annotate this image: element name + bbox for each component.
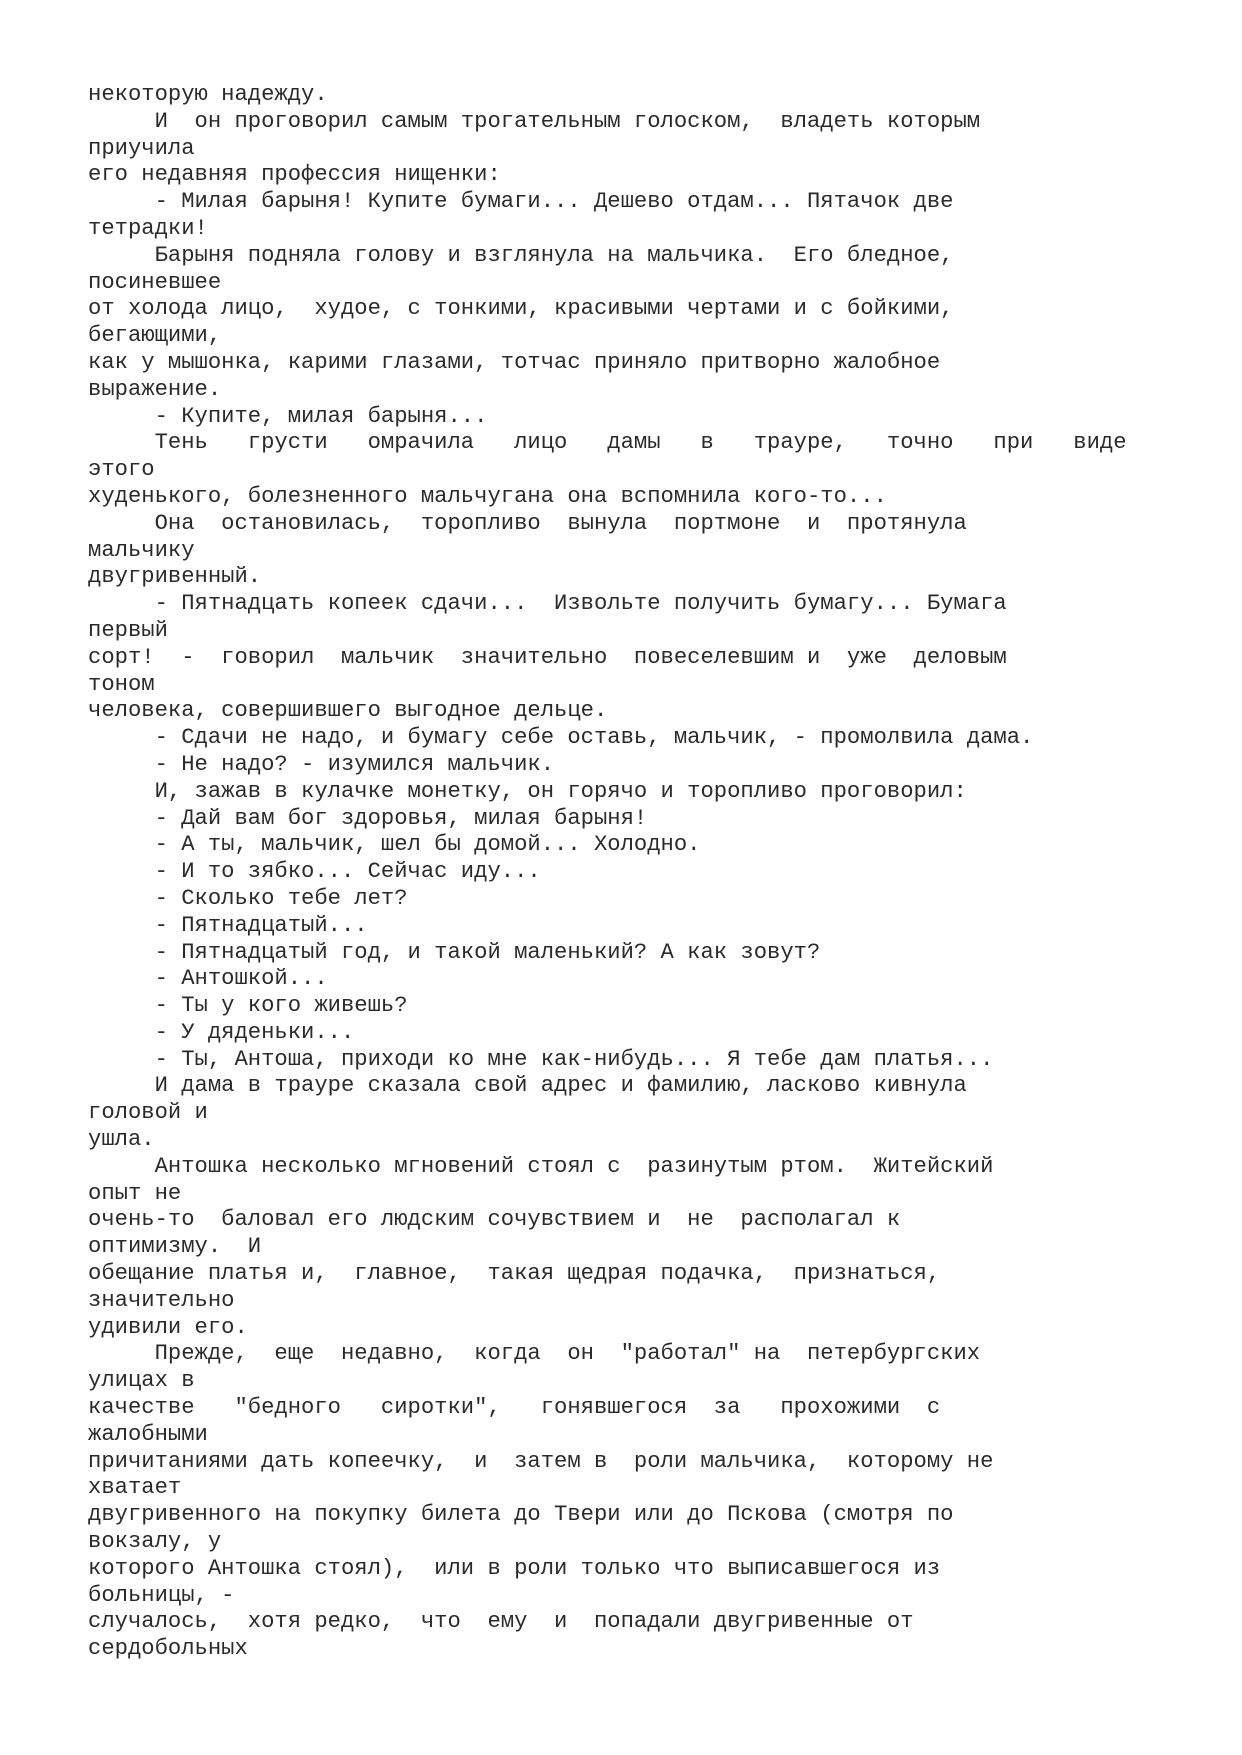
text-line: - Дай вам бог здоровья, милая барыня!	[88, 805, 648, 831]
text-line: мальчику	[88, 537, 195, 563]
text-line: И, зажав в кулачке монетку, он горячо и торопливо проговорил:	[88, 778, 967, 804]
text-line: некоторую надежду.	[88, 82, 328, 107]
text-line: двугривенного на покупку билета до Твери или до Пскова (смотря по	[88, 1502, 954, 1528]
text-line: - А ты, мальчик, шел бы домой... Холодно.	[88, 832, 701, 858]
text-line: Тень грусти омрачила лицо дамы в трауре, точно при виде	[88, 430, 1127, 456]
text-line: - Купите, милая барыня...	[88, 403, 488, 429]
text-line: - Милая барыня! Купите бумаги... Дешево отдам... Пятачок две	[88, 189, 954, 215]
text-line: которого Антошка стоял), или в роли только что выписавшегося из	[88, 1555, 941, 1581]
text-line: - Сколько тебе лет?	[88, 885, 408, 911]
text-line: оптимизму. И	[88, 1234, 262, 1260]
text-line: человека, совершившего выгодное дельце.	[88, 698, 608, 724]
text-line: тоном	[88, 671, 155, 697]
text-line: хватает	[88, 1475, 182, 1501]
text-line: - Сдачи не надо, и бумагу себе оставь, мальчик, - промолвила дама.	[88, 725, 1034, 751]
text-line: его недавняя профессия нищенки:	[88, 162, 501, 188]
text-line: посиневшее	[88, 269, 222, 295]
text-line: И дама в трауре сказала свой адрес и фамилию, ласково кивнула	[88, 1073, 967, 1099]
text-line: удивили его.	[88, 1314, 248, 1340]
text-line: - Не надо? - изумился мальчик.	[88, 751, 555, 777]
text-line: худенького, болезненного мальчугана она вспомнила кого-то...	[88, 483, 887, 509]
text-line: значительно	[88, 1287, 235, 1313]
text-line: Антошка несколько мгновений стоял с разинутым ртом. Житейский	[88, 1153, 994, 1179]
text-line: ушла.	[88, 1127, 155, 1153]
text-line: сорт! - говорил мальчик значительно повеселевшим и уже деловым	[88, 644, 1007, 670]
text-line: опыт не	[88, 1180, 182, 1206]
text-line: тетрадки!	[88, 215, 208, 241]
text-line: Барыня подняла голову и взглянула на мальчика. Его бледное,	[88, 242, 954, 268]
text-line: как у мышонка, карими глазами, тотчас приняло притворно жалобное	[88, 349, 941, 375]
text-line: приучила	[88, 135, 195, 161]
text-line: головой и	[88, 1100, 208, 1126]
text-line: двугривенный.	[88, 564, 262, 590]
text-line: - И то зябко... Сейчас иду...	[88, 859, 541, 885]
text-line: - Пятнадцатый...	[88, 912, 368, 938]
text-line: очень-то баловал его людским сочувствием и не располагал к	[88, 1207, 901, 1233]
text-line: выражение.	[88, 376, 222, 402]
text-line: от холода лицо, худое, с тонкими, красивыми чертами и с бойкими,	[88, 296, 954, 322]
text-line: причитаниями дать копеечку, и затем в роли мальчика, которому не	[88, 1448, 994, 1474]
text-line: бегающими,	[88, 323, 222, 349]
text-line: - Ты у кого живешь?	[88, 993, 408, 1019]
text-line: сердобольных	[88, 1636, 248, 1662]
text-line: больницы, -	[88, 1582, 235, 1608]
text-line: этого	[88, 457, 155, 483]
text-line: - Пятнадцать копеек сдачи... Извольте получить бумагу... Бумага	[88, 591, 1007, 617]
document-page	[88, 82, 1218, 1722]
text-line: жалобными	[88, 1421, 208, 1447]
text-line: улицах в	[88, 1368, 195, 1394]
text-line: качестве "бедного сиротки", гонявшегося за прохожими с	[88, 1395, 941, 1421]
text-line: случалось, хотя редко, что ему и попадали двугривенные от	[88, 1609, 914, 1635]
text-line: Она остановилась, торопливо вынула портмоне и протянула	[88, 510, 967, 536]
text-line: И он проговорил самым трогательным голоском, владеть которым	[88, 108, 981, 134]
text-line: первый	[88, 617, 168, 643]
text-line: - Пятнадцатый год, и такой маленький? А как зовут?	[88, 939, 821, 965]
text-line: обещание платья и, главное, такая щедрая подачка, признаться,	[88, 1261, 941, 1287]
text-line: - У дяденьки...	[88, 1019, 355, 1045]
text-line: Прежде, еще недавно, когда он "работал" на петербургских	[88, 1341, 981, 1367]
text-line: - Антошкой...	[88, 966, 328, 992]
text-line: - Ты, Антоша, приходи ко мне как-нибудь... Я тебе дам платья...	[88, 1046, 994, 1072]
text-line: вокзалу, у	[88, 1529, 222, 1555]
